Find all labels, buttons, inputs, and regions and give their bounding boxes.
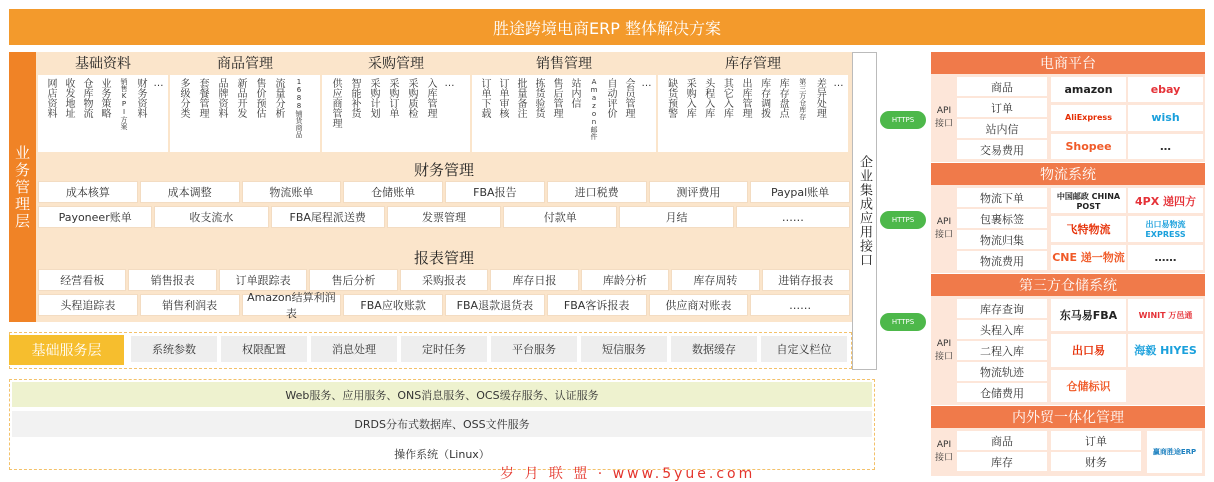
business-layer-label: 业务管理层 <box>9 52 36 322</box>
finance-item: FBA尾程派送费 <box>271 206 385 228</box>
module-item: … <box>153 78 164 89</box>
module-item: … <box>832 78 844 89</box>
report-item: 库龄分析 <box>581 269 669 291</box>
module-item: 订单下载 <box>479 78 490 118</box>
basic-service-item: 短信服务 <box>581 336 667 362</box>
warehouse-logo: 出口易 <box>1051 334 1126 366</box>
https-connector: HTTPS <box>880 313 926 331</box>
module-item: 售价预估 <box>254 78 265 118</box>
ecommerce-logo: AliExpress <box>1051 105 1126 130</box>
api-interface-label <box>933 185 955 273</box>
module-item: 会员管理 <box>623 78 634 118</box>
warehouse-logo: 仓储标识 <box>1051 370 1126 402</box>
module-item: 库存盘点 <box>777 78 789 118</box>
report-item: FBA客诉报表 <box>547 294 647 316</box>
module-items <box>38 75 168 152</box>
module-item: 销售KPI方案 <box>120 78 128 130</box>
ecommerce-item: 站内信 <box>957 119 1047 138</box>
warehouse-item: 物流轨迹 <box>957 362 1047 381</box>
logistics-item: 包裹标签 <box>957 209 1047 228</box>
module-item: 批量备注 <box>515 78 526 118</box>
logistics-logo: 出口易物流 EXPRESS <box>1128 216 1203 241</box>
basic-service-item: 数据缓存 <box>671 336 757 362</box>
finance-item: 发票管理 <box>387 206 501 228</box>
module-item: 品牌资料 <box>216 78 227 118</box>
finance-item: 成本核算 <box>38 181 138 203</box>
trade-item: 库存 <box>957 452 1047 471</box>
warehouse-title: 第三方仓储系统 <box>931 274 1205 296</box>
ecommerce-logo: wish <box>1128 105 1203 130</box>
basic-service-item: 系统参数 <box>131 336 217 362</box>
ecommerce-logo: ebay <box>1128 77 1203 102</box>
finance-item: Paypal账单 <box>750 181 850 203</box>
report-item: FBA应收账款 <box>343 294 443 316</box>
basic-service-item: 权限配置 <box>221 336 307 362</box>
finance-item: 收支流水 <box>154 206 268 228</box>
warehouse-logo: 东马易FBA <box>1051 299 1126 331</box>
ecommerce-logo: amazon <box>1051 77 1126 102</box>
finance-item: 进口税费 <box>547 181 647 203</box>
report-item: 库存周转 <box>671 269 759 291</box>
module-item: 第三方仓库存 <box>798 78 807 120</box>
finance-item: 测评费用 <box>649 181 749 203</box>
warehouse-item: 库存查询 <box>957 299 1047 318</box>
module-4 <box>658 52 848 152</box>
module-item: … <box>444 78 455 89</box>
module-item: 收发地址 <box>63 78 74 118</box>
logistics-logo: 飞特物流 <box>1051 216 1126 241</box>
trade-item: 订单 <box>1051 431 1141 450</box>
module-2 <box>322 52 470 152</box>
module-item: 流量分析 <box>273 78 284 118</box>
report-item: 销售利润表 <box>140 294 240 316</box>
module-item: Amazon邮件 <box>590 78 598 140</box>
page-title: 胜途跨境电商ERP 整体解决方案 <box>9 9 1205 45</box>
api-label-text: API <box>936 440 952 450</box>
api-label-text: API <box>936 338 952 349</box>
infra-row-db: DRDS分布式数据库、OSS文件服务 <box>12 411 872 437</box>
finance-item: FBA报告 <box>445 181 545 203</box>
module-title: 采购管理 <box>322 52 470 74</box>
report-item: FBA退款退货表 <box>445 294 545 316</box>
report-item: 头程追踪表 <box>38 294 138 316</box>
module-item: 自动评价 <box>605 78 616 118</box>
finance-item: 仓储账单 <box>343 181 443 203</box>
ecommerce-logo: … <box>1128 134 1203 159</box>
report-item: 订单跟踪表 <box>219 269 307 291</box>
module-3 <box>472 52 656 152</box>
report-item: 经营看板 <box>38 269 126 291</box>
module-item: 新品开发 <box>235 78 246 118</box>
logistics-title: 物流系统 <box>931 163 1205 185</box>
warehouse-logo: 海毅 HIYES <box>1128 334 1203 366</box>
api-label-text: 接口 <box>934 119 953 129</box>
module-title: 库存管理 <box>658 52 848 74</box>
warehouse-item: 仓储费用 <box>957 383 1047 402</box>
api-interface-label <box>933 296 955 405</box>
watermark: 岁 月 联 盟 · www.5yue.com <box>500 466 756 482</box>
ecommerce-logo: Shopee <box>1051 134 1126 159</box>
module-item: 出库管理 <box>739 78 751 118</box>
module-item: 头程入库 <box>702 78 714 118</box>
module-item: 仓库物流 <box>81 78 92 118</box>
api-interface-label <box>933 74 955 162</box>
module-items <box>170 75 320 152</box>
basic-service-item: 自定义栏位 <box>761 336 847 362</box>
report-item: 采购报表 <box>400 269 488 291</box>
finance-item: 成本调整 <box>140 181 240 203</box>
module-item: 采购入库 <box>684 78 696 118</box>
module-item: 智能补货 <box>349 78 360 118</box>
warehouse-item: 头程入库 <box>957 320 1047 339</box>
warehouse-item: 二程入库 <box>957 341 1047 360</box>
module-item: 财务资料 <box>135 78 146 118</box>
report-item: 售后分析 <box>309 269 397 291</box>
ecommerce-item: 交易费用 <box>957 140 1047 159</box>
module-item: 拣货验货 <box>533 78 544 118</box>
api-interface-label <box>933 428 955 476</box>
module-item: 其它入库 <box>721 78 733 118</box>
trade-logo: 赢商胜途ERP <box>1147 431 1202 473</box>
module-item: 采购质检 <box>406 78 417 118</box>
logistics-item: 物流费用 <box>957 251 1047 270</box>
finance-item: …… <box>736 206 850 228</box>
integration-interface: 企业集成应用接口 <box>852 52 877 370</box>
reports-title: 报表管理 <box>38 246 850 268</box>
finance-title: 财务管理 <box>38 158 850 180</box>
module-0 <box>38 52 168 152</box>
https-connector: HTTPS <box>880 211 926 229</box>
module-item: 缺货预警 <box>665 78 677 118</box>
finance-item: Payoneer账单 <box>38 206 152 228</box>
ecommerce-item: 商品 <box>957 77 1047 96</box>
report-item: 进销存报表 <box>762 269 850 291</box>
api-label-text: 接口 <box>934 351 953 362</box>
api-label-text: API <box>936 106 952 116</box>
report-item: 库存日报 <box>490 269 578 291</box>
module-item: 1688铺货商品 <box>295 78 303 138</box>
module-1 <box>170 52 320 152</box>
module-item: 采购订单 <box>387 78 398 118</box>
api-label-text: API <box>936 217 952 227</box>
module-items <box>658 75 848 152</box>
report-item: 销售报表 <box>128 269 216 291</box>
ecommerce-title: 电商平台 <box>931 52 1205 74</box>
module-item: 供应商管理 <box>330 78 341 128</box>
logistics-logo: CNE 递一物流 <box>1051 245 1126 270</box>
basic-service-item: 消息处理 <box>311 336 397 362</box>
logistics-item: 物流下单 <box>957 188 1047 207</box>
trade-title: 内外贸一体化管理 <box>931 406 1205 428</box>
module-item: 站内信 <box>569 78 580 108</box>
trade-item: 商品 <box>957 431 1047 450</box>
basic-services-label: 基础服务层 <box>9 335 124 365</box>
module-item: 售后管理 <box>551 78 562 118</box>
logistics-logo: 中国邮政 CHINA POST <box>1051 188 1126 213</box>
logistics-logo: 4PX 递四方 <box>1128 188 1203 213</box>
module-item: 订单审核 <box>497 78 508 118</box>
module-item: 网店资料 <box>45 78 56 118</box>
basic-service-item: 定时任务 <box>401 336 487 362</box>
module-title: 商品管理 <box>170 52 320 74</box>
warehouse-logo: WINIT 万邑通 <box>1128 299 1203 331</box>
module-items <box>472 75 656 152</box>
logistics-logo: …… <box>1128 245 1203 270</box>
infra-row-os: 操作系统（Linux） <box>12 441 872 467</box>
ecommerce-item: 订单 <box>957 98 1047 117</box>
module-item: 套餐管理 <box>197 78 208 118</box>
finance-item: 物流账单 <box>242 181 342 203</box>
trade-item: 财务 <box>1051 452 1141 471</box>
basic-service-item: 平台服务 <box>491 336 577 362</box>
finance-item: 月结 <box>619 206 733 228</box>
module-title: 销售管理 <box>472 52 656 74</box>
module-title: 基础资料 <box>38 52 168 74</box>
infra-row-web: Web服务、应用服务、ONS消息服务、OCS缓存服务、认证服务 <box>12 382 872 407</box>
report-item: 供应商对账表 <box>649 294 749 316</box>
module-items <box>322 75 470 152</box>
module-item: 采购计划 <box>368 78 379 118</box>
report-item: …… <box>750 294 850 316</box>
module-item: 入库管理 <box>425 78 436 118</box>
module-item: … <box>641 78 652 89</box>
module-item: 库存调拨 <box>758 78 770 118</box>
finance-item: 付款单 <box>503 206 617 228</box>
logistics-item: 物流归集 <box>957 230 1047 249</box>
module-item: 差异处理 <box>814 78 826 118</box>
module-item: 业务策略 <box>99 78 110 118</box>
report-item: Amazon结算利润表 <box>242 294 342 316</box>
api-label-text: 接口 <box>934 453 953 463</box>
api-label-text: 接口 <box>934 230 953 240</box>
https-connector: HTTPS <box>880 111 926 129</box>
module-item: 多级分类 <box>178 78 189 118</box>
